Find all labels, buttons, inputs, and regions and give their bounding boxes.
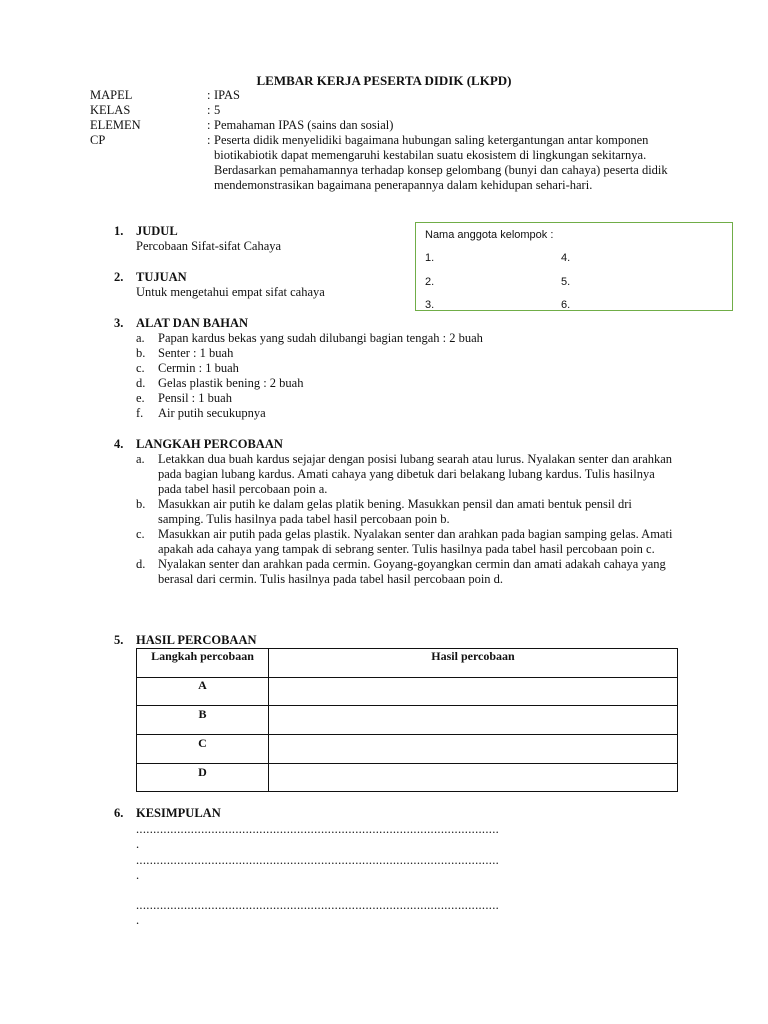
meta-row-cp bbox=[90, 133, 710, 193]
section-alat-bahan bbox=[114, 316, 674, 421]
list-item: e. Pensil : 1 buah bbox=[136, 391, 232, 405]
section-number: 5. bbox=[114, 633, 124, 647]
meta-colon: : bbox=[207, 133, 211, 147]
table-cell-step: D bbox=[137, 764, 269, 792]
line-end: . bbox=[136, 913, 140, 927]
table-cell-step: C bbox=[137, 735, 269, 764]
meta-value-cp: Peserta didik menyelidiki bagaimana hubungan saling ketergantungan antar komponen biotikabiotik dapat memengaruhi kestabilan suatu ekosistem di lingkungan sekitarnya. Berdasarkan pemahamannya terhadap konsep gelombang (bunyi dan cahaya) peserta didik mendemonstrasikan bagaimana penerapannya dalam kehidupan sehari-hari. bbox=[214, 133, 668, 192]
meta-label: MAPEL bbox=[90, 88, 133, 102]
table-row bbox=[137, 706, 678, 735]
table-row bbox=[137, 735, 678, 764]
table-row bbox=[137, 678, 678, 706]
meta-row-mapel bbox=[90, 88, 710, 103]
section-heading: HASIL PERCOBAAN bbox=[136, 633, 257, 647]
member-slot: 2. bbox=[425, 276, 435, 288]
line-end: . bbox=[136, 868, 140, 882]
list-item: c. Masukkan air putih pada gelas plastik. Nyalakan senter dan arahkan pada bagian samping gelas. Amati apakah ada cahaya yang tampak di sebrang senter. Tulis hasilnya pada tabel hasil percobaan poin c. bbox=[136, 527, 673, 556]
section-number: 2. bbox=[114, 270, 124, 284]
table-row bbox=[137, 764, 678, 792]
member-slot: 4. bbox=[561, 252, 571, 264]
member-slot: 1. bbox=[425, 252, 435, 264]
list-item: f. Air putih secukupnya bbox=[136, 406, 266, 420]
dotted-line: .......................................................................................................... bbox=[136, 822, 500, 836]
list-item: d. Gelas plastik bening : 2 buah bbox=[136, 376, 304, 390]
list-item: d. Nyalakan senter dan arahkan pada cermin. Goyang-goyangkan cermin dan amati adakah cahaya yang berasal dari cermin. Tulis hasilnya pada tabel hasil percobaan poin d. bbox=[136, 557, 666, 586]
section-text: Untuk mengetahui empat sifat cahaya bbox=[136, 285, 325, 299]
meta-value: 5 bbox=[214, 103, 221, 117]
table-cell-result[interactable] bbox=[269, 706, 678, 735]
result-table bbox=[136, 648, 678, 792]
meta-label: CP bbox=[90, 133, 106, 147]
line-end: . bbox=[136, 837, 140, 851]
meta-row-kelas bbox=[90, 103, 710, 118]
table-cell-result[interactable] bbox=[269, 764, 678, 792]
list-item: c. Cermin : 1 buah bbox=[136, 361, 239, 375]
table-cell-result[interactable] bbox=[269, 735, 678, 764]
section-number: 4. bbox=[114, 437, 124, 451]
section-heading: ALAT DAN BAHAN bbox=[136, 316, 249, 330]
section-langkah bbox=[114, 437, 674, 587]
meta-value: IPAS bbox=[214, 88, 240, 102]
section-heading: JUDUL bbox=[136, 224, 178, 238]
table-header: Hasil percobaan bbox=[269, 649, 678, 678]
member-slot: 3. bbox=[425, 299, 435, 311]
meta-value: Pemahaman IPAS (sains dan sosial) bbox=[214, 118, 394, 132]
section-tujuan bbox=[114, 270, 404, 300]
section-number: 1. bbox=[114, 224, 124, 238]
member-slot: 5. bbox=[561, 276, 571, 288]
list-item: a. Letakkan dua buah kardus sejajar dengan posisi lubang searah atau lurus. Nyalakan senter dan arahkan pada bagian lubang kardus. Amati cahaya yang dibetuk dari belakang lubang kardus. Tulis hasilnya pada tabel hasil percobaan poin a. bbox=[136, 452, 673, 496]
section-number: 6. bbox=[114, 806, 124, 820]
meta-colon: : bbox=[207, 88, 211, 102]
section-heading: KESIMPULAN bbox=[136, 806, 221, 820]
list-item: b. Senter : 1 buah bbox=[136, 346, 234, 360]
meta-row-elemen bbox=[90, 118, 710, 133]
list-item: b. Masukkan air putih ke dalam gelas platik bening. Masukkan pensil dan amati bentuk pensil dri samping. Tulis hasilnya pada tabel hasil percobaan poin b. bbox=[136, 497, 632, 526]
page-title: LEMBAR KERJA PESERTA DIDIK (LKPD) bbox=[256, 73, 512, 88]
section-heading: LANGKAH PERCOBAAN bbox=[136, 437, 283, 451]
meta-label: KELAS bbox=[90, 103, 131, 117]
meta-label: ELEMEN bbox=[90, 118, 141, 132]
member-slot: 6. bbox=[561, 299, 571, 311]
section-kesimpulan bbox=[114, 806, 694, 821]
table-cell-step: B bbox=[137, 706, 269, 735]
table-header: Langkah percobaan bbox=[137, 649, 269, 678]
dotted-line: .......................................................................................................... bbox=[136, 853, 500, 867]
group-members-title: Nama anggota kelompok : bbox=[425, 229, 554, 241]
section-heading: TUJUAN bbox=[136, 270, 187, 284]
meta-colon: : bbox=[207, 118, 211, 132]
section-text: Percobaan Sifat-sifat Cahaya bbox=[136, 239, 282, 253]
group-members-box bbox=[415, 222, 733, 311]
table-cell-result[interactable] bbox=[269, 678, 678, 706]
section-judul bbox=[114, 224, 404, 254]
section-hasil bbox=[114, 633, 694, 648]
meta-block bbox=[90, 88, 710, 193]
conclusion-lines[interactable] bbox=[136, 822, 681, 928]
section-number: 3. bbox=[114, 316, 124, 330]
table-cell-step: A bbox=[137, 678, 269, 706]
dotted-line: .......................................................................................................... bbox=[136, 898, 500, 912]
list-item: a. Papan kardus bekas yang sudah dilubangi bagian tengah : 2 buah bbox=[136, 331, 483, 345]
meta-colon: : bbox=[207, 103, 211, 117]
